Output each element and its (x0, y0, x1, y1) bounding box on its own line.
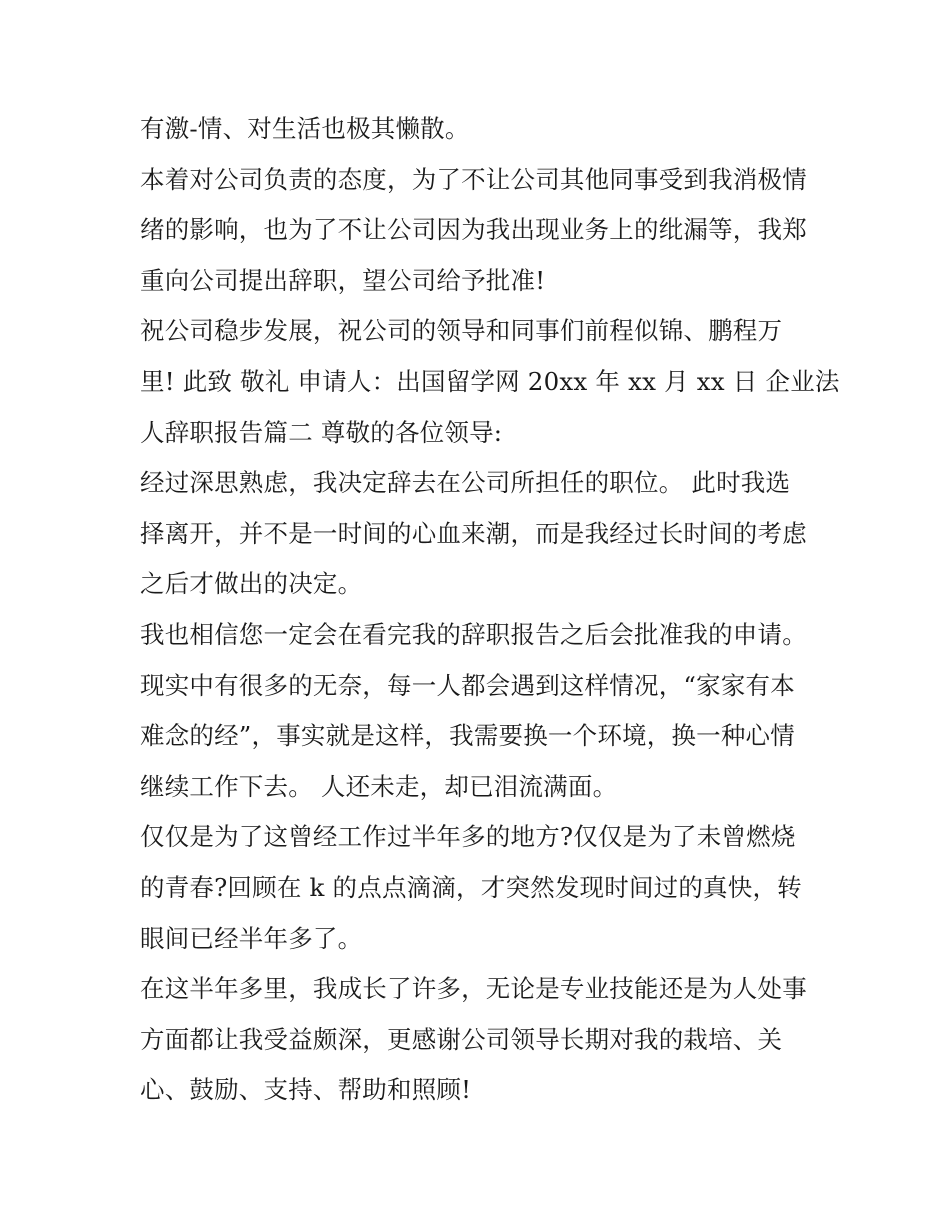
text-line: 里! 此致 敬礼 申请人：出国留学网 20xx 年 xx 月 xx 日 企业法 (140, 366, 840, 396)
text-line: 现实中有很多的无奈，每一人都会遇到这样情况，“家家有本 (140, 670, 795, 700)
text-line: 的青春?回顾在 k 的点点滴滴，才突然发现时间过的真快，转 (140, 872, 802, 902)
text-line: 眼间已经半年多了。 (140, 923, 363, 953)
text-line: 祝公司稳步发展，祝公司的领导和同事们前程似锦、鹏程万 (140, 316, 783, 346)
text-line: 重向公司提出辞职，望公司给予批准! (140, 265, 546, 295)
text-line: 绪的影响，也为了不让公司因为我出现业务上的纰漏等，我郑 (140, 215, 807, 245)
text-line: 经过深思熟虑，我决定辞去在公司所担任的职位。 此时我选 (140, 468, 791, 498)
text-line: 在这半年多里，我成长了许多，无论是专业技能还是为人处事 (140, 974, 807, 1004)
document-body (140, 104, 840, 1116)
text-line: 仅仅是为了这曾经工作过半年多的地方?仅仅是为了未曾燃烧 (140, 822, 796, 852)
text-line: 方面都让我受益颇深，更感谢公司领导长期对我的栽培、关 (140, 1024, 783, 1054)
text-line: 心、鼓励、支持、帮助和照顾! (140, 1075, 472, 1105)
text-line: 本着对公司负责的态度，为了不让公司其他同事受到我消极情 (140, 164, 807, 194)
text-line: 难念的经”，事实就是这样，我需要换一个环境，换一种心情 (140, 721, 795, 751)
text-line: 我也相信您一定会在看完我的辞职报告之后会批准我的申请。 (140, 619, 807, 649)
text-line: 之后才做出的决定。 (140, 569, 363, 599)
text-line: 继续工作下去。 人还未走，却已泪流满面。 (140, 771, 618, 801)
text-line: 择离开，并不是一时间的心血来潮，而是我经过长时间的考虑 (140, 518, 807, 548)
text-line: 人辞职报告篇二 尊敬的各位领导: (140, 417, 503, 447)
text-line: 有激-情、对生活也极其懒散。 (140, 114, 470, 143)
